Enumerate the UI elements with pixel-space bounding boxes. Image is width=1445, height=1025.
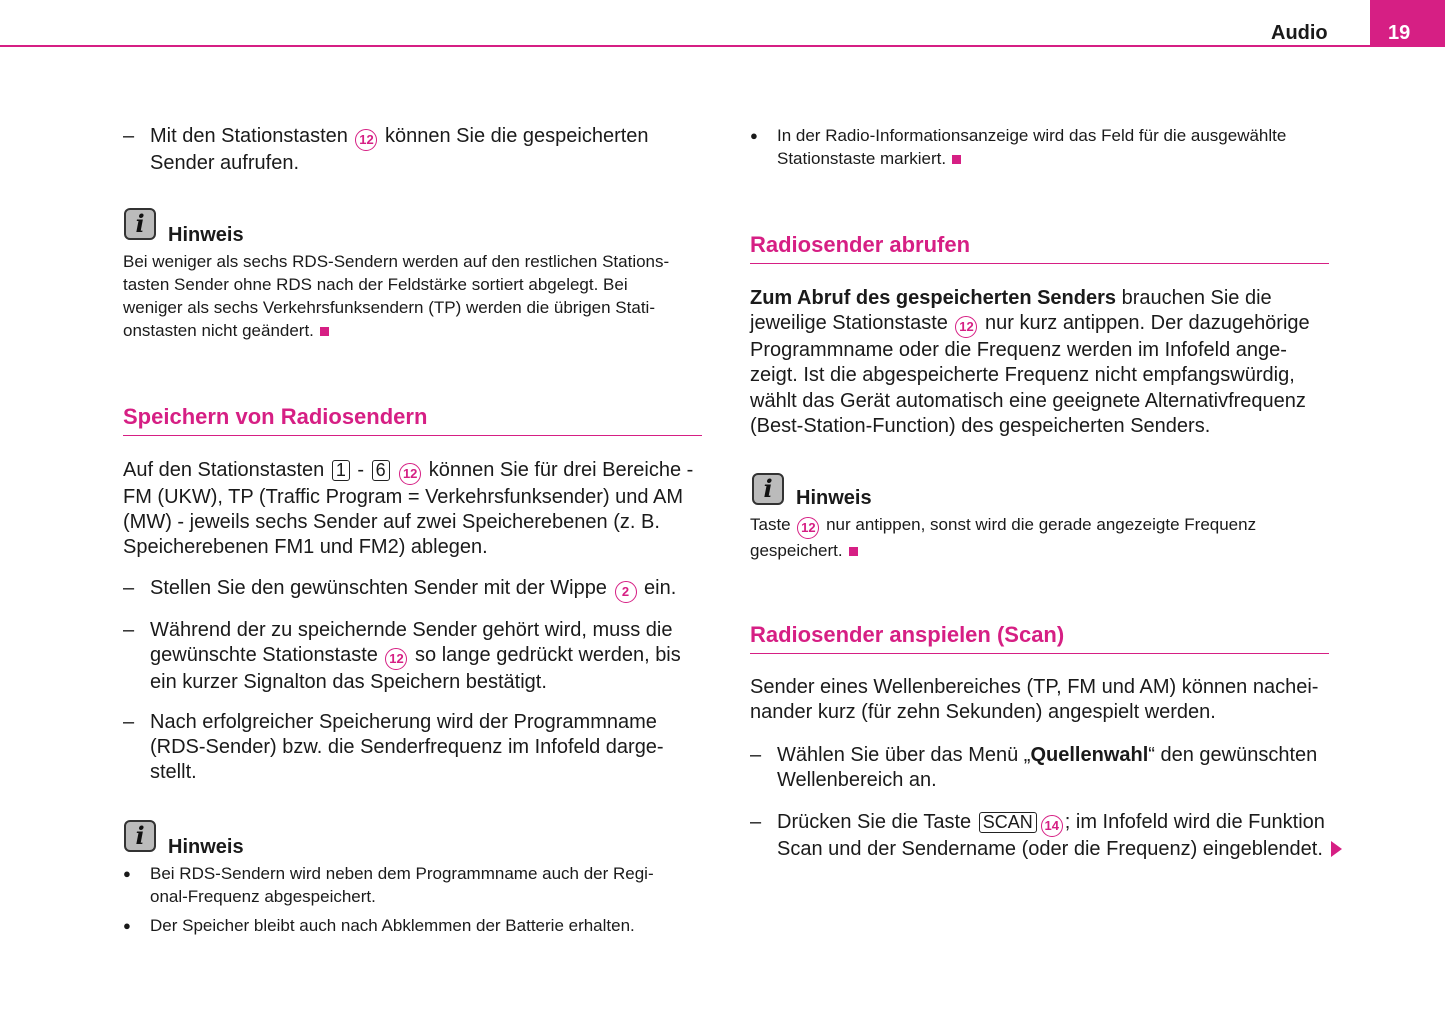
callout-number-icon: 12 <box>399 463 421 485</box>
text: Nach erfolgreicher Speicherung wird der Programmname (RDS-Sender) bzw. die Senderfrequenz im Infofeld darge- stellt. <box>150 711 664 784</box>
key-label: 1 <box>332 460 350 481</box>
text: Stellen Sie den gewünschten Sender mit der Wippe <box>150 577 613 599</box>
callout-number-icon: 12 <box>955 316 977 338</box>
text: “ den gewünschten Wellenbereich an. <box>777 744 1318 792</box>
section-heading: Radiosender abrufen <box>750 232 1329 264</box>
page-number: 19 <box>1370 0 1445 47</box>
info-icon: i <box>124 820 156 852</box>
callout-number-icon: 12 <box>385 648 407 670</box>
bullet-icon: ● <box>123 918 131 933</box>
paragraph <box>750 286 1370 439</box>
note-text <box>123 914 750 937</box>
text: können Sie für drei Bereiche - FM (UKW), TP (Traffic Program = Verkehrsfunksender) und AM (MW) - jeweils sechs Sender auf zwei Speicherebenen (z. B. Speicherebenen FM1 und FM2) ablegen. <box>123 459 694 559</box>
callout-number-icon: 2 <box>615 581 637 603</box>
text: Sender eines Wellenbereiches (TP, FM und AM) können nachei- nander kurz (für zehn Sekunden) angespielt werden. <box>750 676 1319 724</box>
text: können Sie die gespeicherten Sender aufrufen. <box>150 125 649 174</box>
note-text <box>123 862 750 908</box>
text: Drücken Sie die Taste <box>777 811 977 833</box>
text: Taste <box>750 515 796 534</box>
text: - <box>351 459 370 481</box>
bullet-item <box>750 124 1397 170</box>
end-square-icon <box>320 327 329 336</box>
callout-number-icon: 12 <box>355 129 377 151</box>
text <box>392 459 398 481</box>
end-square-icon <box>952 155 961 164</box>
end-square-icon <box>849 547 858 556</box>
bold-text: Zum Abruf des gespeicherten Senders <box>750 287 1117 309</box>
list-item <box>750 743 1397 793</box>
text: Mit den Stationstasten <box>150 125 354 147</box>
callout-number-icon: 12 <box>797 517 819 539</box>
continue-arrow-icon <box>1331 841 1342 857</box>
paragraph <box>750 675 1370 725</box>
text: nur kurz antippen. Der dazugehörige Programmname oder die Frequenz werden im Infofeld ange- zeigt. Ist die abgespeicherte Frequenz nicht empfangswürdig, wählt das Gerät automatisch eine geeignete Alternativfrequenz (Best-Station-Function) des gespeicherten Senders. <box>750 312 1310 437</box>
text: Wählen Sie über das Menü „ <box>777 744 1031 766</box>
note-text <box>123 250 723 342</box>
text: so lange gedrückt werden, bis ein kurzer Signalton das Speichern bestätigt. <box>150 644 681 694</box>
list-item <box>123 710 750 786</box>
note-title: Hinweis <box>168 224 244 246</box>
list-item <box>123 124 730 176</box>
text: brauchen Sie die jeweilige Stationstaste <box>750 287 1272 335</box>
section-heading: Speichern von Radiosendern <box>123 404 702 436</box>
bullet-icon: ● <box>750 128 758 143</box>
paragraph <box>123 458 723 561</box>
note-title: Hinweis <box>168 836 244 858</box>
bullet-icon: ● <box>123 866 131 881</box>
text: In der Radio-Informationsanzeige wird das Feld für die ausgewählte Stationstaste markiert. <box>777 126 1287 168</box>
text: Bei weniger als sechs RDS-Sendern werden auf den restlichen Stations- tasten Sender ohne RDS nach der Feldstärke sortiert abgelegt. Bei weniger als sechs Verkehrsfunksendern (TP) werden die übrigen Stati- onstasten nicht geändert. <box>123 252 670 340</box>
note-text <box>750 513 1370 562</box>
text: nur antippen, sonst wird die gerade angezeigte Frequenz gespeichert. <box>750 515 1257 560</box>
text: Der Speicher bleibt auch nach Abklemmen der Batterie erhalten. <box>150 916 635 935</box>
text: Auf den Stationstasten <box>123 459 330 481</box>
list-item <box>123 618 750 695</box>
note-title: Hinweis <box>796 487 872 509</box>
key-label: SCAN <box>979 812 1037 833</box>
list-item <box>750 810 1417 862</box>
key-label: 6 <box>372 460 390 481</box>
list-item <box>123 576 750 603</box>
bold-text: Quellenwahl <box>1030 744 1149 766</box>
text: Während der zu speichernde Sender gehört wird, muss die gewünschte Stationstaste <box>150 619 673 667</box>
info-icon: i <box>752 473 784 505</box>
callout-number-icon: 14 <box>1041 815 1063 837</box>
info-icon: i <box>124 208 156 240</box>
text: Bei RDS-Sendern wird neben dem Programmname auch der Regi- onal-Frequenz abgespeichert. <box>150 864 654 906</box>
text: ein. <box>638 577 677 599</box>
header-rule <box>0 45 1370 47</box>
section-heading: Radiosender anspielen (Scan) <box>750 622 1329 654</box>
section-title: Audio <box>1271 22 1328 44</box>
text: ; im Infofeld wird die Funktion Scan und der Sendername (oder die Frequenz) eingeblendet. <box>777 811 1325 860</box>
